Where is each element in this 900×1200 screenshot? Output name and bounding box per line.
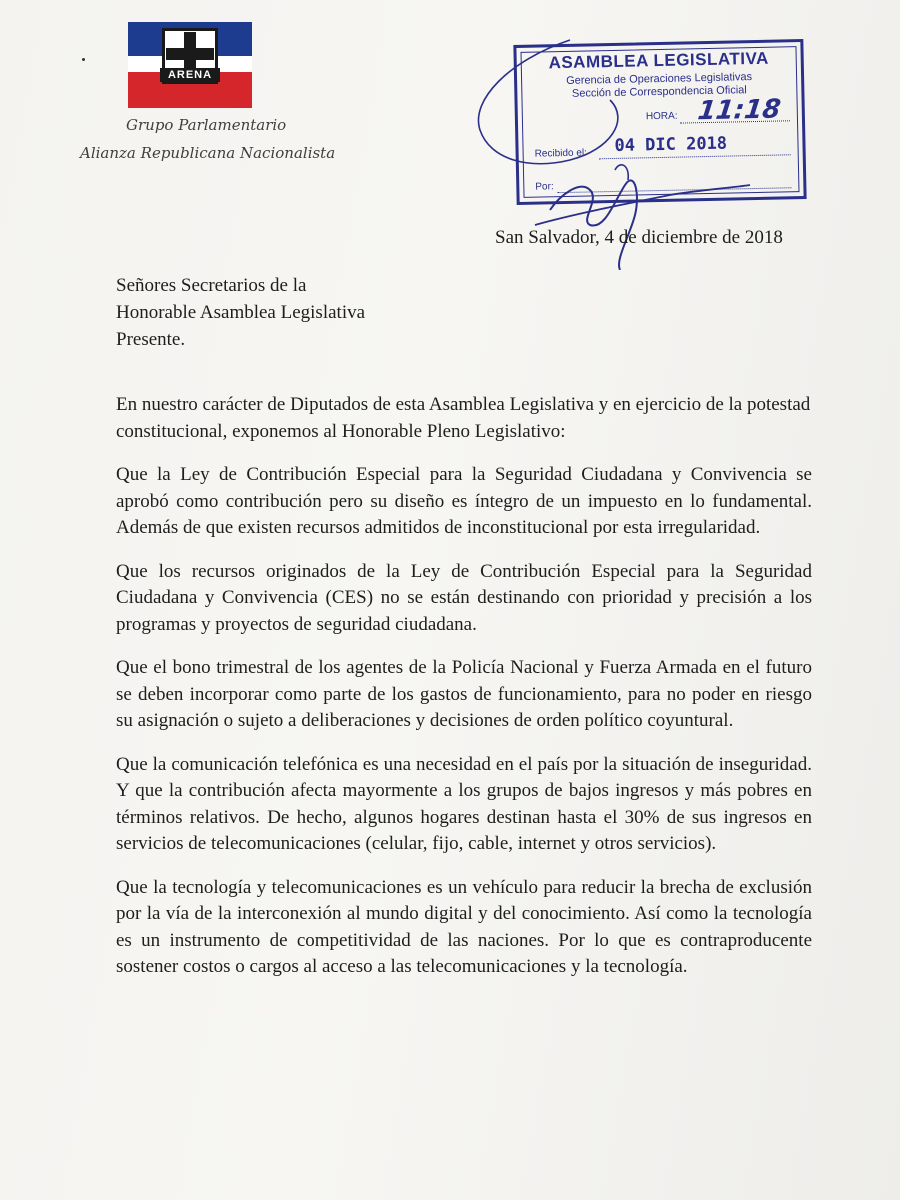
stamp-hora-label: HORA: <box>645 110 678 123</box>
recipient-block <box>116 272 365 353</box>
recipient-line-3: Presente. <box>116 329 186 350</box>
recipient-line-2: Honorable Asamblea Legislativa <box>116 302 366 323</box>
paragraph-intro: En nuestro carácter de Diputados de esta Asamblea Legislativa y en ejercicio de la potestad constitucional, exponemos al Honorable Pleno Legislativo: <box>116 394 811 442</box>
paragraph-resources: Que los recursos originados de la Ley de Contribución Especial para la Seguridad Ciudadana y Convivencia (CES) no se están destinando con prioridad y precisión a los programas y proyectos de seguridad ciudadana. <box>116 560 812 635</box>
paragraph-ces-law: Que la Ley de Contribución Especial para la Seguridad Ciudadana y Convivencia se aprobó como contribución pero su diseño es íntegro de un impuesto en lo fundamental. Además de que existen recursos admitidos de inconstitucional por esta irregularidad. <box>116 464 812 538</box>
letter-date: San Salvador, 4 de diciembre de 2018 <box>495 227 783 248</box>
logo-text: ARENA <box>160 68 220 82</box>
logo-cross-horizontal <box>166 48 214 60</box>
stamp-date-value: 04 DIC 2018 <box>614 133 728 156</box>
paragraph-telephone: Que la comunicación telefónica es una necesidad en el país por la situación de inseguridad. Y que la contribución afecta mayormente a los grupos de bajos ingresos y más pobres en términos relativos. De hecho, algunos hogares destinan hasta el 30% de sus ingresos en servicios de telecomunicaciones (celular, fijo, cable, internet y otros servicios). <box>116 753 812 854</box>
stamp-hora-value: 11:18 <box>695 94 783 127</box>
stamp-recibido-label: Recibido el: <box>534 147 588 160</box>
stamp-por-label: Por: <box>535 181 554 193</box>
paragraph-bonus: Que el bono trimestral de los agentes de la Policía Nacional y Fuerza Armada en el futuro se deben incorporar como parte de los gastos de funcionamiento, para no poder en riesgo su asignación o sujeto a deliberaciones y decisiones de orden político coyuntural. <box>116 657 812 731</box>
stamp-subtitle-1: Gerencia de Operaciones Legislativas <box>566 71 753 87</box>
party-line-1: Grupo Parlamentario <box>126 116 287 134</box>
ink-dot <box>82 58 85 61</box>
recipient-line-1: Señores Secretarios de la <box>116 275 307 296</box>
reception-stamp <box>513 39 806 205</box>
party-line-2: Alianza Republicana Nacionalista <box>80 144 336 162</box>
paragraph-technology: Que la tecnología y telecomunicaciones es un vehículo para reducir la brecha de exclusión por la vía de la interconexión al mundo digital y del conocimiento. Así como la tecnología es un instrumento de competitividad de las naciones. Por lo que es contraproducente sostener costos o cargos al acceso a las telecomunicaciones y la tecnología. <box>116 876 812 977</box>
stamp-title: ASAMBLEA LEGISLATIVA <box>548 48 770 73</box>
party-logo <box>128 22 252 108</box>
stamp-subtitle-2: Sección de Correspondencia Oficial <box>571 84 747 100</box>
letter-body <box>116 392 812 998</box>
